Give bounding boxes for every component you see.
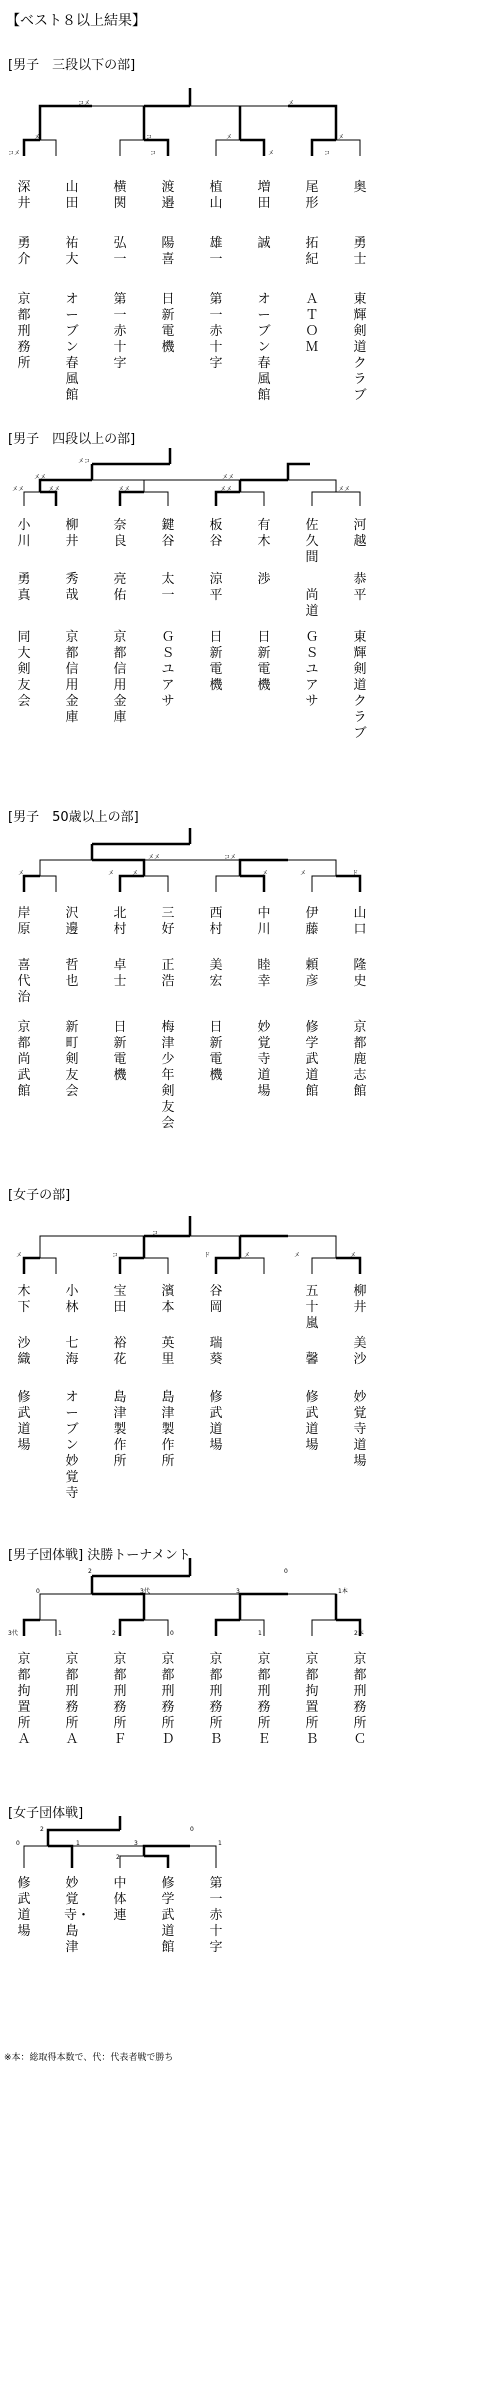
section-title: [女子団体戦] — [8, 1806, 84, 1821]
player-surname: 宝田 — [113, 1284, 127, 1315]
player-given: 美宏 — [209, 958, 223, 989]
score-mark: ド — [352, 870, 359, 877]
score-mark: コ — [324, 150, 331, 157]
player-org: オーブン妙覚寺 — [65, 1390, 79, 1501]
team-name: 修学武道館 — [161, 1876, 175, 1955]
score-mark: コ — [146, 134, 153, 141]
player-org: 京都信用金庫 — [65, 630, 79, 725]
score-mark: メ — [108, 870, 115, 877]
score-mark: メ — [18, 870, 25, 877]
player-org: 梅津少年剣友会 — [161, 1020, 175, 1131]
footnote: ※本：総取得本数で、代：代表者戦で勝ち — [4, 2053, 174, 2063]
score-mark: メ — [34, 134, 41, 141]
score-mark: コ — [112, 1252, 119, 1259]
score-mark: メ — [244, 1252, 251, 1259]
player-surname: 小川 — [17, 518, 31, 549]
player-given: 雄一 — [209, 236, 223, 267]
player-given: 勇真 — [17, 572, 31, 603]
score-mark: 2 — [112, 1630, 116, 1637]
score-mark: メ — [288, 100, 295, 107]
player-given: 太一 — [161, 572, 175, 603]
score-mark: メメ — [222, 474, 235, 481]
player-surname: 増田 — [257, 180, 271, 211]
score-mark: コメ — [224, 854, 237, 861]
player-given: 正浩 — [161, 958, 175, 989]
score-mark: メ — [16, 1252, 23, 1259]
team-name: 京都刑務所Ｃ — [353, 1652, 367, 1747]
section-title: [女子の部] — [8, 1188, 71, 1203]
player-given: 沙織 — [17, 1336, 31, 1367]
player-surname: 奥 — [353, 180, 367, 195]
player-org: 京都鹿志館 — [353, 1020, 367, 1099]
player-org: 修武道場 — [17, 1390, 31, 1453]
score-mark: 1 — [218, 1840, 222, 1847]
player-org: 東輝剣道クラブ — [353, 292, 367, 403]
player-surname: 深井 — [17, 180, 31, 211]
player-surname: 小林 — [65, 1284, 79, 1315]
player-given: 隆史 — [353, 958, 367, 989]
score-mark: メメ — [12, 486, 25, 493]
player-surname: 柳井 — [353, 1284, 367, 1315]
player-org: ＧＳユアサ — [161, 630, 175, 709]
player-surname: 有木 — [257, 518, 271, 549]
player-org: オーブン春風館 — [65, 292, 79, 403]
score-mark: 3代 — [140, 1588, 150, 1595]
player-surname: 三好 — [161, 906, 175, 937]
score-mark: 2 — [40, 1826, 44, 1833]
score-mark: 2本 — [354, 1630, 364, 1637]
player-org: ＡＴＯＭ — [305, 292, 319, 355]
score-mark: メメ — [118, 486, 131, 493]
player-surname: 中川 — [257, 906, 271, 937]
player-surname: 柳井 — [65, 518, 79, 549]
player-given: 亮佑 — [113, 572, 127, 603]
player-surname: 鍵谷 — [161, 518, 175, 549]
score-mark: 1本 — [338, 1588, 348, 1595]
section-men-team — [0, 1548, 481, 1788]
player-surname: 奈良 — [113, 518, 127, 549]
player-given: 祐大 — [65, 236, 79, 267]
section-men-3dan-below — [0, 58, 481, 403]
score-mark: メメ — [220, 486, 233, 493]
team-name: 妙覚寺・島津 — [64, 1876, 91, 1955]
player-surname: 尾形 — [305, 180, 319, 211]
score-mark: 0 — [36, 1588, 40, 1595]
section-title: [男子 三段以下の部] — [8, 58, 136, 73]
player-org: 日新電機 — [209, 630, 223, 693]
player-given: 頼彦 — [305, 958, 319, 989]
player-org: 京都信用金庫 — [113, 630, 127, 725]
score-mark: 3代 — [8, 1630, 18, 1637]
player-surname: 山田 — [65, 180, 79, 211]
bracket-lines — [0, 1548, 481, 1668]
player-given: 裕花 — [113, 1336, 127, 1367]
player-org: 日新電機 — [209, 1020, 223, 1083]
player-given: 涼平 — [209, 572, 223, 603]
player-surname: 五十嵐 — [305, 1284, 319, 1331]
player-surname: 植山 — [209, 180, 223, 211]
player-given: 勇士 — [353, 236, 367, 267]
section-men-50-above — [0, 810, 481, 1150]
player-org: 修学武道館 — [305, 1020, 319, 1099]
score-mark: メコ — [78, 458, 91, 465]
score-mark: メ — [226, 134, 233, 141]
player-org: 京都刑務所 — [17, 292, 31, 371]
score-mark: 0 — [170, 1630, 174, 1637]
player-surname: 岸原 — [17, 906, 31, 937]
team-name: 京都刑務所Ａ — [65, 1652, 79, 1747]
player-org: 京都尚武館 — [17, 1020, 31, 1099]
score-mark: 1 — [58, 1630, 62, 1637]
score-mark: ド — [204, 1252, 211, 1259]
score-mark: メメ — [34, 474, 47, 481]
team-name: 京都刑務所Ｆ — [113, 1652, 127, 1747]
player-surname: 山口 — [353, 906, 367, 937]
score-mark: 1 — [258, 1630, 262, 1637]
player-org: 第一赤十字 — [113, 292, 127, 371]
player-surname: 北村 — [113, 906, 127, 937]
player-given: 尚道 — [305, 588, 319, 619]
score-mark: コ — [150, 150, 157, 157]
section-title: [男子 四段以上の部] — [8, 432, 136, 447]
player-surname: 横関 — [113, 180, 127, 211]
score-mark: メ — [338, 134, 345, 141]
score-mark: 0 — [284, 1568, 288, 1575]
player-org: ＧＳユアサ — [305, 630, 319, 709]
player-given: 瑞葵 — [209, 1336, 223, 1367]
player-org: 同大剣友会 — [17, 630, 31, 709]
player-surname: 西村 — [209, 906, 223, 937]
player-org: 新町剣友会 — [65, 1020, 79, 1099]
player-given: 卓士 — [113, 958, 127, 989]
score-mark: 1 — [76, 1840, 80, 1847]
player-given: 勇介 — [17, 236, 31, 267]
section-title: [男子 50歳以上の部] — [8, 810, 139, 825]
player-org: 東輝剣道クラブ — [353, 630, 367, 741]
score-mark: メメ — [48, 486, 61, 493]
bracket-lines — [0, 1806, 481, 1886]
section-women-team — [0, 1806, 481, 2006]
score-mark: メメ — [338, 486, 351, 493]
player-surname: 伊藤 — [305, 906, 319, 937]
player-org: 妙覚寺道場 — [353, 1390, 367, 1469]
score-mark: 2 — [88, 1568, 92, 1575]
player-given: 英里 — [161, 1336, 175, 1367]
player-org: 島津製作所 — [161, 1390, 175, 1469]
player-given: 陽喜 — [161, 236, 175, 267]
player-org: 妙覚寺道場 — [257, 1020, 271, 1099]
score-mark: メ — [262, 870, 269, 877]
player-given: 恭平 — [353, 572, 367, 603]
page-title: 【ベスト８以上結果】 — [6, 13, 146, 29]
player-surname: 佐久間 — [305, 518, 319, 565]
player-surname: 河越 — [353, 518, 367, 549]
score-mark: メ — [300, 870, 307, 877]
team-name: 京都刑務所Ｄ — [161, 1652, 175, 1747]
player-given: 弘一 — [113, 236, 127, 267]
score-mark: 2 — [116, 1854, 120, 1861]
team-name: 京都拘置所Ｂ — [305, 1652, 319, 1747]
player-given: 七海 — [65, 1336, 79, 1367]
player-given: 拓紀 — [305, 236, 319, 267]
score-mark: 0 — [16, 1840, 20, 1847]
score-mark: コメ — [8, 150, 21, 157]
score-mark: メメ — [148, 854, 161, 861]
score-mark: メ — [268, 150, 275, 157]
player-surname: 木下 — [17, 1284, 31, 1315]
team-name: 京都拘置所Ａ — [17, 1652, 31, 1747]
player-surname: 濱本 — [161, 1284, 175, 1315]
player-surname: 沢邊 — [65, 906, 79, 937]
score-mark: メ — [350, 1252, 357, 1259]
player-given: 秀哉 — [65, 572, 79, 603]
section-women — [0, 1188, 481, 1518]
player-surname: 板谷 — [209, 518, 223, 549]
score-mark: コメ — [78, 100, 91, 107]
score-mark: メ — [132, 870, 139, 877]
player-surname: 渡邉 — [161, 180, 175, 211]
player-org: オーブン春風館 — [257, 292, 271, 403]
player-given: 哲也 — [65, 958, 79, 989]
section-men-4dan-above — [0, 432, 481, 802]
player-org: 日新電機 — [257, 630, 271, 693]
player-given: 睦幸 — [257, 958, 271, 989]
player-org: 島津製作所 — [113, 1390, 127, 1469]
player-given: 誠 — [257, 236, 271, 251]
player-surname: 谷岡 — [209, 1284, 223, 1315]
team-name: 修武道場 — [17, 1876, 31, 1939]
player-given: 喜代治 — [17, 958, 31, 1005]
score-mark: メ — [294, 1252, 301, 1259]
player-org: 修武道場 — [209, 1390, 223, 1453]
team-name: 京都刑務所Ｅ — [257, 1652, 271, 1747]
score-mark: 3 — [134, 1840, 138, 1847]
team-name: 京都刑務所Ｂ — [209, 1652, 223, 1747]
player-org: 日新電機 — [113, 1020, 127, 1083]
team-name: 第一赤十字 — [209, 1876, 223, 1955]
score-mark: コ — [152, 1230, 159, 1237]
section-title: [男子団体戦] 決勝トーナメント — [8, 1548, 191, 1563]
player-given: 美沙 — [353, 1336, 367, 1367]
score-mark: 0 — [190, 1826, 194, 1833]
player-org: 修武道場 — [305, 1390, 319, 1453]
player-given: 渉 — [257, 572, 271, 587]
player-org: 第一赤十字 — [209, 292, 223, 371]
score-mark: 3 — [236, 1588, 240, 1595]
team-name: 中体連 — [113, 1876, 127, 1923]
player-org: 日新電機 — [161, 292, 175, 355]
player-given: 馨 — [305, 1352, 319, 1367]
